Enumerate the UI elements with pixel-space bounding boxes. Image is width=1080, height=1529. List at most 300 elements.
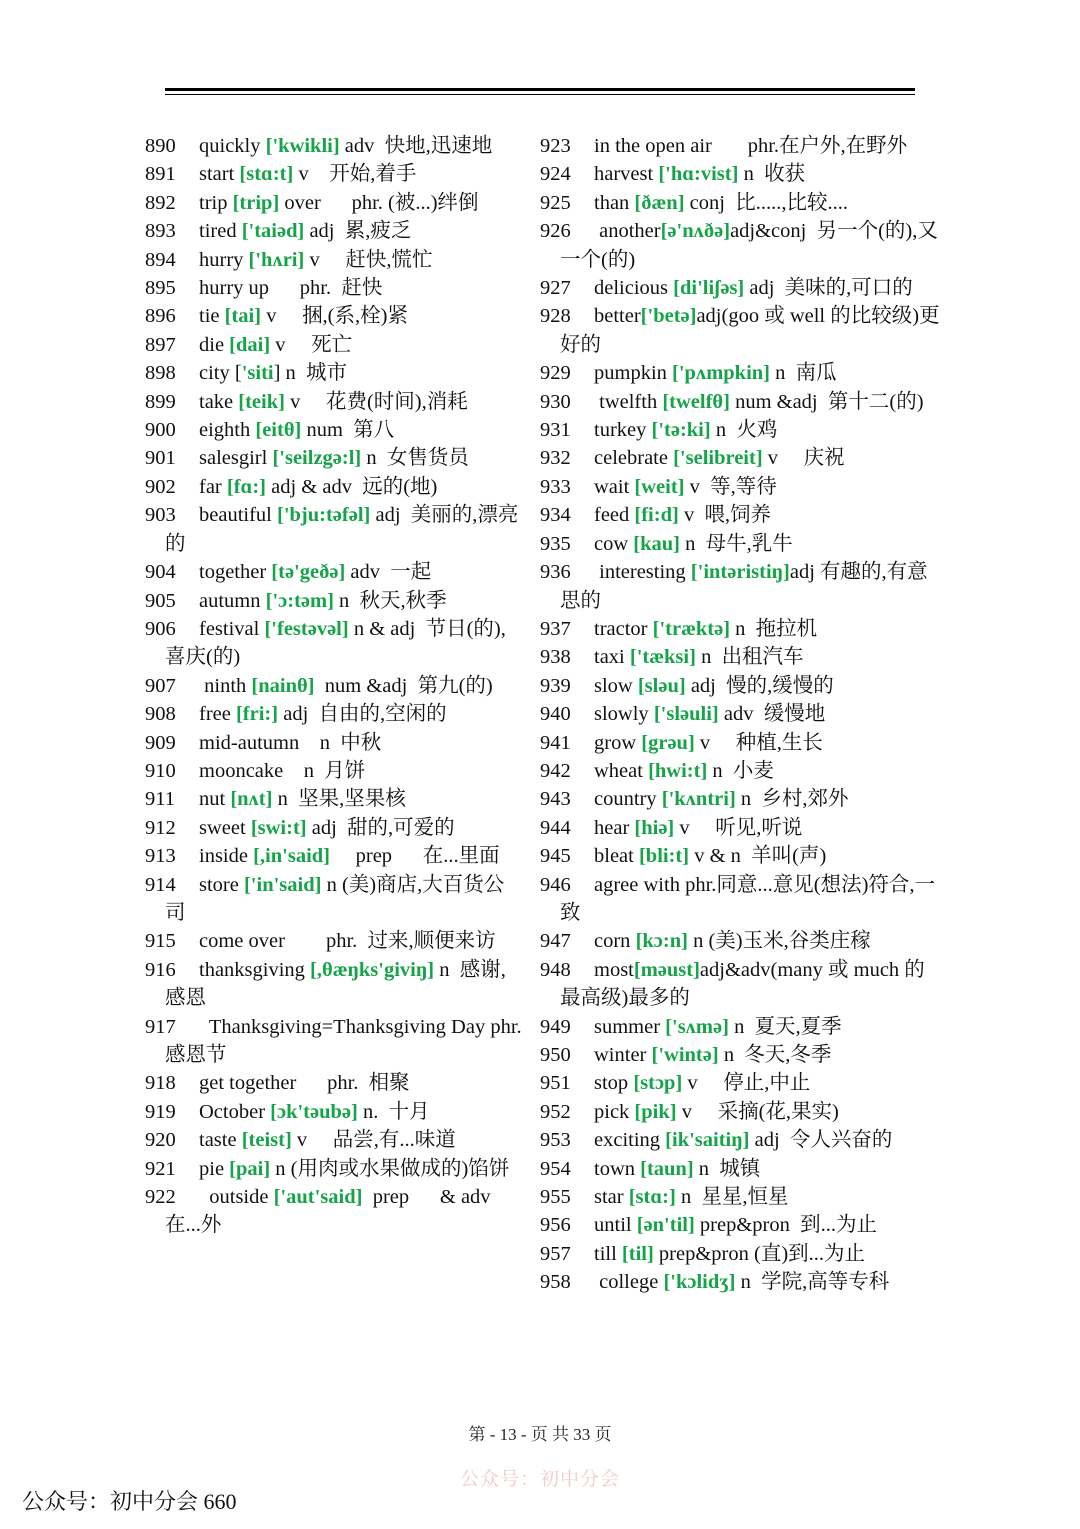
entry-number: 920 xyxy=(145,1129,176,1152)
entry-definition: n 小麦 xyxy=(707,759,774,782)
entry-phonetic: [tə'geðə] xyxy=(271,561,346,584)
entry-definition: n 出租汽车 xyxy=(695,646,804,669)
entry-phonetic: ['pʌmpkin] xyxy=(672,362,771,385)
entry-word: salesgirl xyxy=(199,447,273,470)
entry-number: 923 xyxy=(540,135,571,157)
entry-phonetic: [stɑ:t] xyxy=(239,163,294,186)
vocab-entry xyxy=(540,1013,942,1041)
vocab-entry xyxy=(540,927,942,955)
entry-word: thanksgiving xyxy=(199,958,311,981)
entry-phonetic: [ɔk'təubə] xyxy=(270,1100,358,1123)
entry-phonetic: [pik] xyxy=(634,1100,677,1123)
entry-number: 932 xyxy=(540,447,571,470)
entry-phonetic: ['bju:təfəl] xyxy=(277,504,371,527)
entry-definition: over phr. (被...)绊倒 xyxy=(279,191,479,214)
entry-definition: v 花费(时间),消耗 xyxy=(284,390,468,413)
entry-number: 950 xyxy=(540,1044,571,1066)
vocab-entry xyxy=(145,672,523,700)
entry-word: pumpkin xyxy=(594,362,673,385)
entry-word: hurry up phr. 赶快 xyxy=(199,277,383,300)
entry-phonetic: [grəu] xyxy=(641,731,695,754)
entry-definition: adv 快地,迅速地 xyxy=(339,135,493,157)
entry-word: pie xyxy=(199,1157,230,1180)
entry-phonetic: [swi:t] xyxy=(250,816,307,839)
entry-word: start xyxy=(199,163,240,186)
entry-word: together xyxy=(199,561,272,584)
entry-definition: v 停止,中止 xyxy=(682,1072,811,1095)
entry-definition: n 南瓜 xyxy=(770,362,837,385)
vocab-entry xyxy=(145,473,523,501)
entry-phonetic: ['hɑ:vist] xyxy=(658,163,739,186)
entry-word: celebrate xyxy=(594,447,674,470)
entry-definition: n (用肉或水果做成的)馅饼 xyxy=(270,1157,510,1180)
vocab-entry xyxy=(540,1211,942,1239)
entry-word: corn xyxy=(594,930,636,953)
vocab-entry xyxy=(540,444,942,472)
entry-number: 937 xyxy=(540,617,571,640)
entry-number: 908 xyxy=(145,703,176,726)
vocab-entry xyxy=(540,1240,942,1268)
entry-phonetic: [twelfθ] xyxy=(662,390,730,413)
entry-definition: num &adj 第九(的) xyxy=(314,674,493,697)
entry-phonetic: ['in'said] xyxy=(243,873,322,896)
entry-definition: v 等,等待 xyxy=(684,475,777,498)
vocab-entry xyxy=(540,1183,942,1211)
entry-word: grow xyxy=(594,731,642,754)
vocab-entry xyxy=(145,246,523,274)
entry-number: 956 xyxy=(540,1214,571,1237)
entry-phonetic: ['træktə] xyxy=(652,617,731,640)
entry-word: college xyxy=(594,1271,664,1294)
entry-definition: prep 在...里面 xyxy=(330,845,500,868)
entry-number: 927 xyxy=(540,277,571,300)
entry-phonetic: ['intəristiŋ] xyxy=(690,561,790,584)
entry-word: till xyxy=(594,1242,622,1265)
entry-word: town xyxy=(594,1157,641,1180)
vocab-entry xyxy=(540,189,942,217)
entry-phonetic: [eitθ] xyxy=(255,419,302,442)
vocab-entry xyxy=(145,587,523,615)
entry-definition: n 火鸡 xyxy=(710,419,778,442)
entry-word: mooncake n 月饼 xyxy=(199,759,366,782)
vocab-entry xyxy=(540,388,942,416)
entry-word: country xyxy=(594,788,662,811)
vocab-entry xyxy=(540,302,942,359)
entry-definition: adv 缓慢地 xyxy=(718,703,826,726)
entry-word: stop xyxy=(594,1072,634,1095)
entry-phonetic: [ə'nʌðə] xyxy=(660,220,731,243)
entry-word: feed xyxy=(594,504,635,527)
entry-number: 914 xyxy=(145,873,176,896)
entry-phonetic: ['seilzgə:l] xyxy=(272,447,362,470)
entry-number: 917 xyxy=(145,1015,176,1038)
entry-number: 922 xyxy=(145,1186,176,1209)
entry-phonetic: ['taiəd] xyxy=(241,220,305,243)
entry-definition: adj 累,疲乏 xyxy=(304,220,412,243)
entry-number: 936 xyxy=(540,561,571,584)
vocab-entry xyxy=(145,359,523,387)
entry-number: 949 xyxy=(540,1015,571,1038)
vocab-entry xyxy=(540,1069,942,1097)
entry-word: mid-autumn n 中秋 xyxy=(199,731,382,754)
entry-definition: ] n 城市 xyxy=(273,362,348,385)
watermark-bottom: 公众号：初中分会 660 xyxy=(22,1489,237,1514)
entry-definition: n 城镇 xyxy=(693,1157,761,1180)
entry-word: hurry xyxy=(199,248,249,271)
entry-definition: v 采摘(花,果实) xyxy=(676,1100,839,1123)
entry-number: 955 xyxy=(540,1186,571,1209)
entry-phonetic: [taun] xyxy=(640,1157,694,1180)
entry-number: 940 xyxy=(540,703,571,726)
vocab-entry xyxy=(145,189,523,217)
entry-number: 934 xyxy=(540,504,571,527)
entry-word: better xyxy=(594,305,641,328)
entry-number: 954 xyxy=(540,1157,571,1180)
vocab-entry xyxy=(540,814,942,842)
entry-word: cow xyxy=(594,532,634,555)
entry-phonetic: [fi:d] xyxy=(634,504,679,527)
vocab-entry xyxy=(145,956,523,1013)
entry-word: until xyxy=(594,1214,637,1237)
vocab-entry xyxy=(145,331,523,359)
entry-word: taste xyxy=(199,1129,242,1152)
vocab-entry xyxy=(145,785,523,813)
entry-definition: n 拖拉机 xyxy=(730,617,818,640)
entry-definition: v 种植,生长 xyxy=(694,731,823,754)
entry-word: than xyxy=(594,191,635,214)
entry-word: get together phr. 相聚 xyxy=(199,1072,410,1095)
entry-word: turkey xyxy=(594,419,652,442)
vocab-entry xyxy=(540,558,942,615)
entry-number: 942 xyxy=(540,759,571,782)
vocab-entry xyxy=(145,1098,523,1126)
entry-number: 930 xyxy=(540,390,571,413)
entry-phonetic: ['betə] xyxy=(640,305,697,328)
entry-word: festival xyxy=(199,617,265,640)
entry-number: 890 xyxy=(145,135,176,157)
entry-number: 958 xyxy=(540,1271,571,1294)
entry-number: 894 xyxy=(145,248,176,271)
entry-definition: n 冬天,冬季 xyxy=(718,1044,832,1066)
vocab-entry xyxy=(540,359,942,387)
vocab-entry xyxy=(540,1126,942,1154)
entry-word: tie xyxy=(199,305,225,328)
entry-word: taxi xyxy=(594,646,630,669)
entry-definition: num &adj 第十二(的) xyxy=(729,390,924,413)
entry-phonetic: [hwi:t] xyxy=(648,759,708,782)
entry-definition: n 坚果,坚果核 xyxy=(272,788,406,811)
entry-definition: n 感谢,感恩 xyxy=(165,958,506,1010)
entry-word: summer xyxy=(594,1015,666,1038)
entry-word: twelfth xyxy=(594,390,663,413)
entry-number: 913 xyxy=(145,845,176,868)
entry-number: 925 xyxy=(540,191,571,214)
entry-word: eighth xyxy=(199,419,256,442)
vocab-entry xyxy=(540,785,942,813)
entry-number: 918 xyxy=(145,1072,176,1095)
entry-definition: n (美)玉米,谷类庄稼 xyxy=(687,930,871,953)
entry-phonetic: [nʌt] xyxy=(230,788,273,811)
vocab-entry xyxy=(540,1041,942,1069)
entry-number: 924 xyxy=(540,163,571,186)
entry-number: 948 xyxy=(540,958,571,981)
vocab-entry xyxy=(540,1098,942,1126)
entry-definition: adj 自由的,空闲的 xyxy=(278,703,447,726)
vocab-entry xyxy=(540,615,942,643)
entry-word: inside xyxy=(199,845,254,868)
entry-number: 951 xyxy=(540,1072,571,1095)
entry-word: trip xyxy=(199,191,233,214)
entry-word: wait xyxy=(594,475,635,498)
entry-number: 919 xyxy=(145,1100,176,1123)
entry-phonetic: ['tə:ki] xyxy=(651,419,711,442)
entry-definition: n 收获 xyxy=(738,163,806,186)
entry-number: 912 xyxy=(145,816,176,839)
entry-phonetic: [hiə] xyxy=(634,816,675,839)
entry-number: 944 xyxy=(540,816,571,839)
entry-number: 928 xyxy=(540,305,571,328)
vocab-entry xyxy=(540,956,942,1013)
vocab-entry xyxy=(540,871,942,928)
entry-word: ninth xyxy=(199,674,252,697)
vocab-entry xyxy=(540,700,942,728)
entry-word: Thanksgiving=Thanksgiving Day phr. 感恩节 xyxy=(165,1015,532,1066)
entry-number: 921 xyxy=(145,1157,176,1180)
entry-word: most xyxy=(594,958,634,981)
vocab-entry xyxy=(540,160,942,188)
entry-phonetic: ['aut'said] xyxy=(273,1186,363,1209)
entry-phonetic: ['tæksi] xyxy=(629,646,696,669)
entry-definition: adj&adv(many 或 much 的最高级)最多的 xyxy=(560,958,925,1010)
vocab-entry xyxy=(145,1126,523,1154)
entry-phonetic: ['wintə] xyxy=(651,1044,719,1066)
entry-word: quickly xyxy=(199,135,266,157)
entry-phonetic: [fɑ:] xyxy=(226,475,266,498)
entry-phonetic: 'siti xyxy=(241,362,274,385)
entry-number: 899 xyxy=(145,390,176,413)
vocab-entry xyxy=(540,729,942,757)
entry-phonetic: ['festəvəl] xyxy=(264,617,349,640)
entry-word: nut xyxy=(199,788,231,811)
entry-word: tractor xyxy=(594,617,653,640)
entry-word: die xyxy=(199,333,230,356)
vocab-entry xyxy=(145,388,523,416)
entry-number: 909 xyxy=(145,731,176,754)
entry-phonetic: [fri:] xyxy=(235,703,279,726)
entry-word: sweet xyxy=(199,816,251,839)
vocab-entry xyxy=(145,729,523,757)
entry-definition: prep&pron (直)到...为止 xyxy=(653,1242,866,1265)
entry-definition: v & n 羊叫(声) xyxy=(689,845,827,868)
entry-number: 947 xyxy=(540,930,571,953)
vocab-entry xyxy=(540,530,942,558)
vocab-entry xyxy=(540,1268,942,1296)
entry-definition: num 第八 xyxy=(301,419,395,442)
entry-phonetic: [trip] xyxy=(232,191,280,214)
entry-number: 943 xyxy=(540,788,571,811)
entry-phonetic: ['sləuli] xyxy=(653,703,719,726)
entry-definition: adj&conj 另一个(的),又一个(的) xyxy=(560,220,938,271)
vocab-entry xyxy=(145,615,523,672)
entry-phonetic: [tai] xyxy=(224,305,262,328)
entry-phonetic: ['selibreit] xyxy=(673,447,763,470)
entry-phonetic: [məust] xyxy=(633,958,700,981)
page-footer: 第 - 13 - 页 共 33 页 xyxy=(468,1425,612,1444)
entry-word: city [ xyxy=(199,362,242,385)
entry-phonetic: [dai] xyxy=(229,333,271,356)
entry-number: 941 xyxy=(540,731,571,754)
entry-definition: adj 令人兴奋的 xyxy=(749,1129,893,1152)
entry-word: exciting xyxy=(594,1129,666,1152)
entry-word: bleat xyxy=(594,845,639,868)
entry-definition: n 母牛,乳牛 xyxy=(680,532,793,555)
entry-word: come over phr. 过来,顺便来访 xyxy=(199,930,496,953)
entry-word: beautiful xyxy=(199,504,277,527)
entry-definition: adj(goo 或 well 的比较级)更好的 xyxy=(560,305,940,356)
entry-phonetic: [stɑ:] xyxy=(628,1186,676,1209)
vocab-entry xyxy=(540,643,942,671)
entry-phonetic: [teist] xyxy=(241,1129,292,1152)
vocab-entry xyxy=(540,501,942,529)
entry-definition: n & adj 节日(的),喜庆(的) xyxy=(165,617,506,669)
vocab-entry xyxy=(145,217,523,245)
entry-word: free xyxy=(199,703,236,726)
entry-phonetic: [,θæŋks'giviŋ] xyxy=(310,958,435,981)
entry-phonetic: ['sʌmə] xyxy=(665,1015,729,1038)
entry-number: 910 xyxy=(145,759,176,782)
entry-phonetic: [ik'saitiŋ] xyxy=(665,1129,750,1152)
vocab-column-right xyxy=(540,132,942,1297)
entry-number: 931 xyxy=(540,419,571,442)
vocab-entry xyxy=(145,1155,523,1183)
entry-definition: v 赶快,慌忙 xyxy=(304,248,433,271)
vocab-entry xyxy=(540,672,942,700)
entry-number: 935 xyxy=(540,532,571,555)
entry-definition: n 秋天,秋季 xyxy=(333,589,447,612)
vocab-entry xyxy=(540,842,942,870)
entry-phonetic: ['ɔ:təm] xyxy=(265,589,334,612)
entry-definition: adj 美丽的,漂亮的 xyxy=(165,504,519,555)
entry-phonetic: ['kɔlidʒ] xyxy=(663,1271,736,1294)
entry-phonetic: [kɔ:n] xyxy=(635,930,688,953)
vocab-entry xyxy=(145,558,523,586)
entry-word: hear xyxy=(594,816,635,839)
entry-phonetic: [bli:t] xyxy=(638,845,690,868)
entry-word: slow xyxy=(594,674,638,697)
vocab-entry xyxy=(145,1013,532,1070)
vocab-entry xyxy=(145,444,523,472)
vocab-entry xyxy=(540,132,942,160)
entry-word: star xyxy=(594,1186,629,1209)
entry-definition: n 女售货员 xyxy=(361,447,469,470)
entry-number: 915 xyxy=(145,930,176,953)
entry-definition: adj 慢的,缓慢的 xyxy=(685,674,834,697)
entry-word: wheat xyxy=(594,759,649,782)
entry-word: far xyxy=(199,475,227,498)
vocab-entry xyxy=(145,501,523,558)
vocab-entry xyxy=(540,217,942,274)
entry-word: winter xyxy=(594,1044,652,1066)
vocab-entry xyxy=(540,473,942,501)
entry-definition: v 听见,听说 xyxy=(674,816,803,839)
entry-word: pick xyxy=(594,1100,635,1123)
entry-number: 946 xyxy=(540,873,571,896)
vocab-entry xyxy=(145,160,523,188)
entry-phonetic: [ən'til] xyxy=(636,1214,695,1237)
entry-phonetic: ['kwikli] xyxy=(265,135,340,157)
entry-phonetic: [weit] xyxy=(634,475,685,498)
entry-definition: n 学院,高等专科 xyxy=(735,1271,890,1294)
entry-phonetic: [,in'said] xyxy=(253,845,330,868)
vocab-entry xyxy=(540,274,942,302)
entry-number: 939 xyxy=(540,674,571,697)
watermark-center: 公众号：初中分会 xyxy=(459,1469,620,1490)
entry-definition: adj 有趣的,有意思的 xyxy=(560,561,928,612)
entry-number: 938 xyxy=(540,646,571,669)
entry-definition: n 乡村,郊外 xyxy=(735,788,849,811)
entry-number: 892 xyxy=(145,191,176,214)
entry-number: 929 xyxy=(540,362,571,385)
entry-phonetic: [til] xyxy=(621,1242,654,1265)
entry-definition: adv 一起 xyxy=(345,561,432,584)
entry-definition: adj 甜的,可爱的 xyxy=(306,816,455,839)
entry-word: interesting xyxy=(594,561,691,584)
entry-number: 896 xyxy=(145,305,176,328)
entry-number: 916 xyxy=(145,958,176,981)
entry-number: 904 xyxy=(145,561,176,584)
entry-word: outside xyxy=(199,1186,274,1209)
vocab-entry xyxy=(145,757,523,785)
entry-word: delicious xyxy=(594,277,674,300)
vocab-entry xyxy=(145,132,523,160)
entry-phonetic: [ðæn] xyxy=(634,191,685,214)
entry-word: in the open air phr.在户外,在野外 xyxy=(594,135,908,157)
entry-number: 933 xyxy=(540,475,571,498)
entry-phonetic: [sləu] xyxy=(637,674,686,697)
entry-definition: conj 比.....,比较.... xyxy=(684,191,848,214)
vocab-entry xyxy=(145,700,523,728)
entry-word: take xyxy=(199,390,239,413)
vocab-entry xyxy=(540,416,942,444)
vocab-entry xyxy=(145,871,523,928)
entry-number: 957 xyxy=(540,1242,571,1265)
entry-phonetic: [kau] xyxy=(633,532,680,555)
entry-definition: n 夏天,夏季 xyxy=(728,1015,842,1038)
entry-word: tired xyxy=(199,220,242,243)
entry-definition: adj 美味的,可口的 xyxy=(744,277,913,300)
entry-number: 952 xyxy=(540,1100,571,1123)
entry-phonetic: ['hʌri] xyxy=(248,248,305,271)
vocab-entry xyxy=(540,757,942,785)
vocab-entry xyxy=(145,842,523,870)
vocab-entry xyxy=(145,1069,523,1097)
entry-definition: v 品尝,有...味道 xyxy=(291,1129,456,1152)
entry-number: 911 xyxy=(145,788,175,811)
header-rule-thin xyxy=(165,94,915,95)
entry-definition: n 星星,恒星 xyxy=(675,1186,789,1209)
vocab-entry xyxy=(145,927,523,955)
entry-word: October xyxy=(199,1100,271,1123)
entry-number: 897 xyxy=(145,333,176,356)
entry-number: 900 xyxy=(145,419,176,442)
entry-word: another xyxy=(594,220,661,243)
entry-definition: prep&pron 到...为止 xyxy=(694,1214,877,1237)
entry-number: 906 xyxy=(145,617,176,640)
entry-phonetic: [nainθ] xyxy=(251,674,315,697)
entry-word: autumn xyxy=(199,589,266,612)
vocab-entry xyxy=(145,302,523,330)
entry-definition: n (美)商店,大百货公司 xyxy=(165,873,505,924)
